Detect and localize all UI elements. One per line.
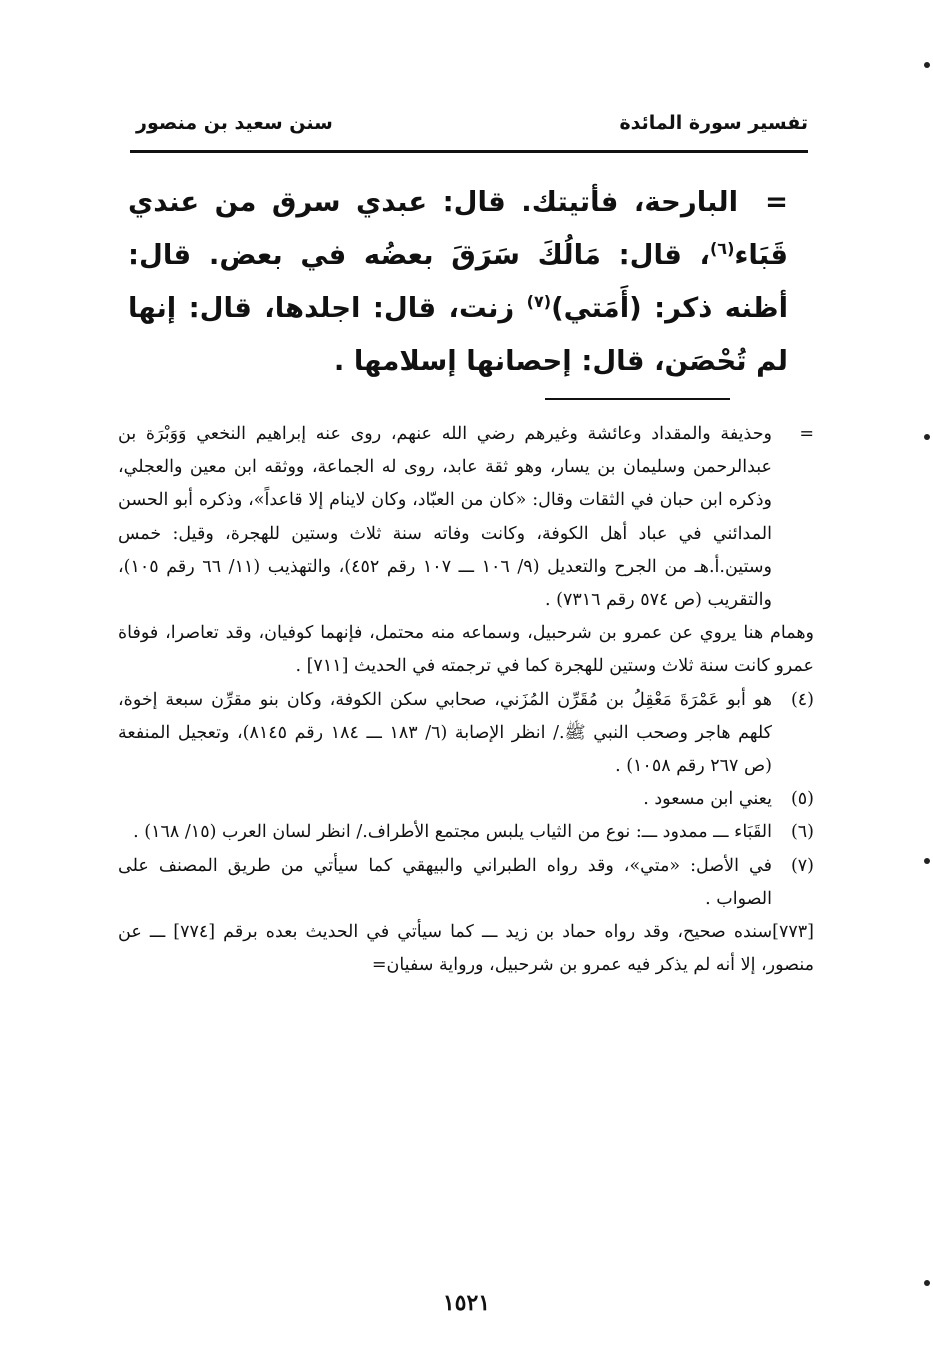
footnotes <box>118 418 814 982</box>
hadith-line-1: البارحة، فأتيتك. قال: عبدي سرق من عندي قَبَاء <box>128 186 788 271</box>
scan-mark-dot <box>924 858 930 864</box>
scan-mark-dot <box>924 62 930 68</box>
hadith-text <box>128 176 788 388</box>
footnote-continued-text: وحذيفة والمقداد وعائشة وغيرهم رضي الله عنهم، روى عنه إبراهيم النخعي وَوَبْرَة بن عبدالرحمن وسليمان بن يسار، وهو ثقة عابد، روى له الجماعة، ووثقه ابن معين والعجلي، وذكره ابن حبان في الثقات وقال: «كان من العبّاد، وكان لاينام إلا قاعداً»، وذكره أبو الحسن المدائني في عباد أهل الكوفة، وكانت وفاته سنة ثلاث وستين للهجرة، وقيل: خمس وستين.أ.هـ من الجرح والتعديل (٩/ ١٠٦ ـــ ١٠٧ رقم ٤٥٢)، والتهذيب (١١/ ٦٦ رقم ١٠٥)، والتقريب (ص ٥٧٤ رقم ٧٣١٦) . <box>118 424 772 611</box>
running-header <box>128 112 808 148</box>
footnote-number-4: (٤) <box>790 689 814 710</box>
hadith-line-1-end: ، <box>699 239 710 271</box>
footnote-text-6: القَبَاء ـــ ممدود ـــ: نوع من الثياب يلبس مجتمع الأطراف./ انظر لسان العرب (١٥/ ١٦٨) . <box>133 822 772 843</box>
hadith-line-2: قال: مَالُكَ سَرَقَ بعضُه في بعض. قال: أظنه ذكر: <box>128 239 789 324</box>
footnote-number-7: (٧) <box>790 855 814 876</box>
footnote-divider <box>545 398 730 400</box>
continuation-mark: = <box>764 186 788 218</box>
footnote-continuation-mark: = <box>799 424 814 444</box>
book-title: سنن سعيد بن منصور <box>136 112 333 134</box>
hadith-line-3b: زنت، قال: اجلدها، قال: إنها لم تُحْصَن، قال: <box>128 292 788 377</box>
footnote-6 <box>118 816 814 849</box>
footnote-ref-7: (٧) <box>526 291 552 311</box>
footnote-ref-6: (٦) <box>709 238 735 258</box>
footnote-773: [٧٧٣]سنده صحيح، وقد رواه حماد بن زيد ـــ كما سيأتي في الحديث بعده برقم [٧٧٤] ـــ عن منصور، إلا أنه لم يذكر فيه عمرو بن شرحبيل، ورواية سفيان= <box>118 922 814 976</box>
scan-mark-dot <box>924 434 930 440</box>
footnote-text-7: في الأصل: «متي»، وقد رواه الطبراني والبيهقي كما سيأتي من طريق المصنف على الصواب . <box>118 855 772 909</box>
hadith-line-4: إحصانها إسلامها . <box>333 345 572 377</box>
footnote-number-5: (٥) <box>790 789 814 810</box>
footnote-7 <box>118 850 814 916</box>
footnote-continued-2 <box>118 617 814 683</box>
footnote-4 <box>118 684 814 784</box>
footnote-continued <box>118 418 814 617</box>
footnote-5 <box>118 783 814 816</box>
scan-mark-dot <box>924 1280 930 1286</box>
footnote-text-5: يعني ابن مسعود . <box>643 789 772 810</box>
hadith-line-3a: (أَمَتي) <box>551 292 642 324</box>
page-number: ١٥٢١ <box>442 1290 491 1316</box>
footnote-text-4: هو أبو عَمْرَةَ مَعْقِلُ بن مُقَرِّن المُزَني، صحابي سكن الكوفة، وكان بنو مقرِّن سبعة إخوة، كلهم هاجر وصحب النبي ﷺ./ انظر الإصابة (٦/ ١٨٣ ـــ ١٨٤ رقم ٨١٤٥)، وتعجيل المنفعة (ص ٢٦٧ رقم ١٠٥٨) . <box>118 689 772 777</box>
chapter-title: تفسير سورة المائدة <box>619 112 808 134</box>
footnote-continued-text-2: وهمام هنا يروي عن عمرو بن شرحبيل، وسماعه منه محتمل، فإنهما كوفيان، وقد تعاصرا، فوفاة عمرو كانت سنة ثلاث وستين للهجرة كما في ترجمته في الحديث [٧١١] . <box>118 623 814 677</box>
footnote-number-6: (٦) <box>790 822 814 843</box>
header-divider <box>130 150 808 153</box>
hadith-body <box>128 186 788 377</box>
